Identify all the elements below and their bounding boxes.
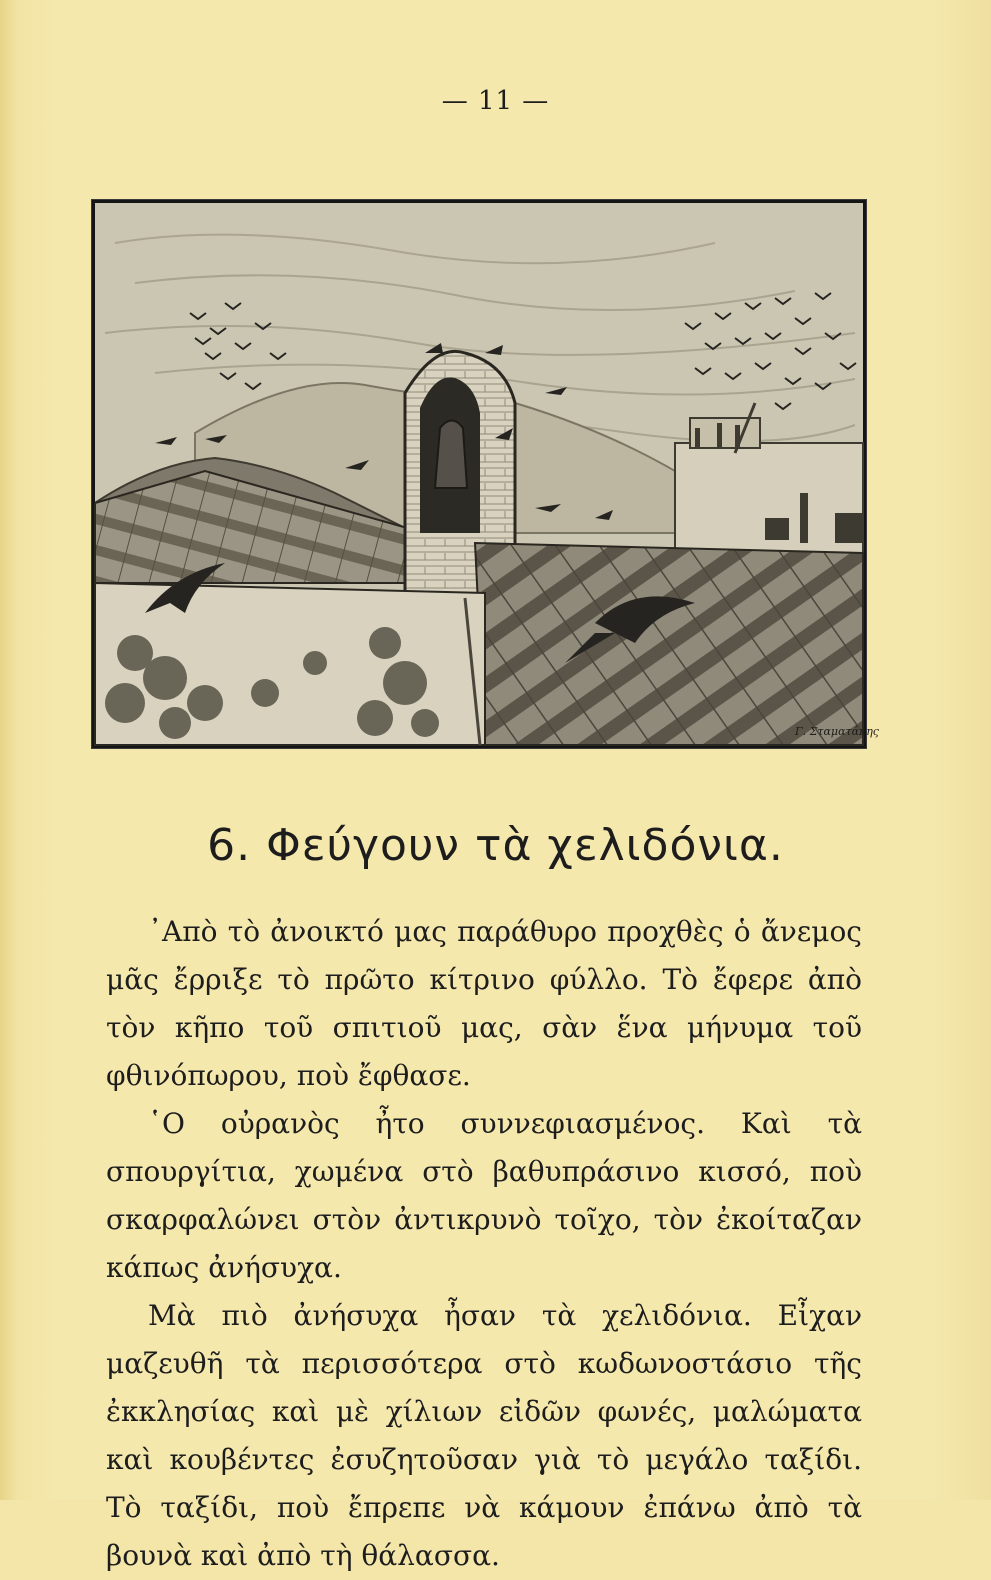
artist-signature: Γ. Σταματάκης (795, 725, 879, 738)
paragraph: Μὰ πιὸ ἀνήσυχα ἦσαν τὰ χελιδόνια. Εἶχαν μαζευθῆ τὰ περισσότερα στὸ κωδωνοστάσιο τῆς ἐκκλησίας καὶ μὲ χίλιων εἰδῶν φωνές, μαλώματα καὶ κουβέντες ἐσυζητοῦσαν γιὰ τὸ μεγάλο ταξίδι. Τὸ ταξίδι, ποὺ ἔπρεπε νὰ κάμουν ἐπάνω ἀπὸ τὰ βουνὰ καὶ ἀπὸ τὴ θάλασσα. (106, 1299, 862, 1572)
page-number: — 11 — (441, 86, 550, 116)
chapter-illustration (92, 200, 879, 748)
chapter-title: 6. Φεύγουν τὰ χελιδόνια. (207, 820, 784, 871)
chapter-body (106, 908, 862, 1580)
paragraph: ᾿Απὸ τὸ ἀνοικτό μας παράθυρο προχθὲς ὁ ἄνεμος μᾶς ἔρριξε τὸ πρῶτο κίτρινο φύλλο. Τὸ ἔφερε ἀπὸ τὸν κῆπο τοῦ σπιτιοῦ μας, σὰν ἕνα μήνυμα τοῦ φθινόπωρου, ποὺ ἔφθασε. (106, 915, 862, 1092)
paragraph: ῾Ο οὐρανὸς ἦτο συννεφιασμένος. Καὶ τὰ σπουργίτια, χωμένα στὸ βαθυπράσινο κισσό, ποὺ σκαρφαλώνει στὸν ἀντικρυνὸ τοῖχο, τὸν ἐκοίταζαν κάπως ἀνήσυχα. (106, 1107, 862, 1284)
